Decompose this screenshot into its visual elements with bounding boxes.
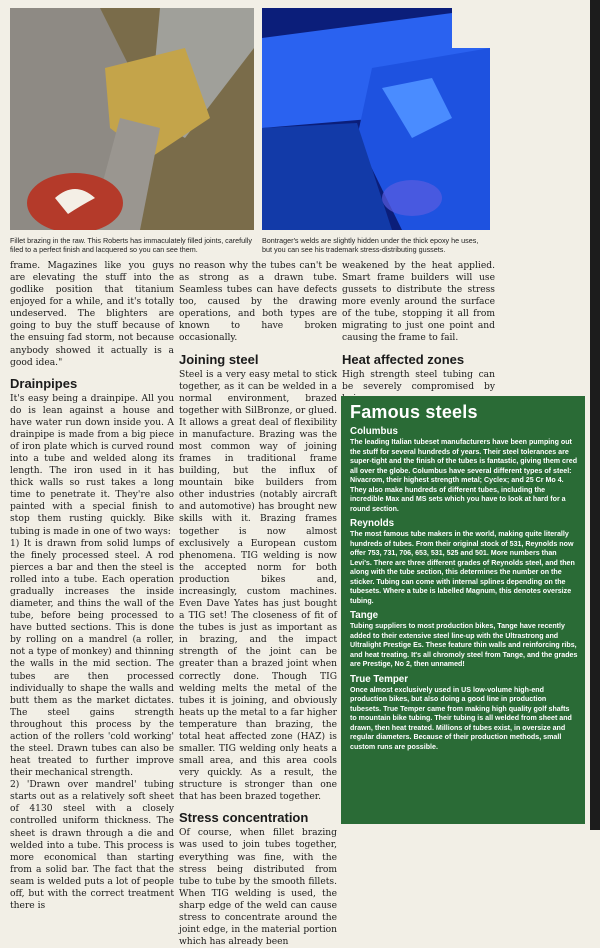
photo-fillet-brazed-frame [10, 8, 254, 230]
true-temper-heading: True Temper [350, 673, 409, 685]
drawn-tube-paragraph: 1) It is drawn from solid lumps of the finely processed steel. A rod pierces a bar and then the steel is rolled into a tube. Each operation gradually increases the inside diameter, and thins the wall of the tube, before being processed to have butted sections. This is done by rolling on a mandrel (a roller, not a type of monkey) and thinning the walls in the mid section. The tubes are then processed individually to shape the walls and butt them as the market dictates. The steel gains strength throughout this process by the action of the rollers 'cold working' the steel. Drawn tubes can also be heat treated to further improve their mechanical strength. [10, 538, 174, 779]
column3-intro-paragraph: weakened by the heat applied. Smart frame builders will use gussets to distribute the stress more evenly around the surface of the tube, stopping it all from migrating to just one point and causing the frame to fail. [342, 261, 495, 344]
column2-intro-paragraph: no reason why the tubes can't be as strong as a drawn tube. Seamless tubes can have defects too, caused by the drawing operations, and both types are known to have broken occasionally. [179, 261, 337, 344]
photo-caption-left: Fillet brazing in the raw. This Roberts has immaculately filled joints, carefully filed to a perfect finish and lacquered so you can see them. [10, 236, 252, 255]
columbus-heading: Columbus [350, 426, 398, 437]
famous-steels-title: Famous steels [350, 402, 478, 422]
mandrel-tube-paragraph: 2) 'Drawn over mandrel' tubing starts out as a relatively soft sheet of 4130 steel with a closely controlled uniform thickness. The sheet is drawn through a die and welded into a tube. This process is more economical than starting from a solid bar. The fact that the seam is welded puts a lot of people off, but with the correct treatment there is [10, 780, 174, 911]
column1-intro-paragraph: frame. Magazines like you guys are elevating the stuff into the godlike position that titanium enjoyed for a while, and it's totally undeserved. The blighters are going to buy the stuff because of the ensuing fad storm, not because anybody showed it actually is a good idea." [10, 261, 174, 368]
tange-heading: Tange [350, 610, 379, 621]
photo-tig-welded-frame [262, 8, 490, 230]
famous-steels-box [341, 396, 585, 824]
tig-welded-gusset-image [262, 8, 490, 230]
stress-concentration-paragraph: Of course, when fillet brazing was used to join tubes together, everything was fine, with the stress being distributed from tube to tube by the smooth fillets. When TIG welding is used, the sharp edge of the weld can cause stress to concentrate around the joint edge, in the material portion which has already been [179, 828, 337, 948]
reynolds-heading: Reynolds [350, 518, 395, 529]
fillet-brazed-joint-image [10, 8, 254, 230]
joining-steel-paragraph: Steel is a very easy metal to stick together, as it can be welded in a normal environment, brazed together with SilBronze, or glued. It allows a great deal of flexibility in manufacture. Brazing was the most common way of joining frames in traditional frame building, but the influx of mountain bike builders from other industries (notably aircraft and automotive) has brought new skills with it. Brazing frames together is now almost exclusively a European custom phenomena. TIG welding is now the accepted norm for both production bikes and, increasingly, custom machines. Even Dave Yates has just bought a TIG set! The closeness of fit of the tubes is just as important as in brazing, and the impact strength of the joint can be greater than a brazed joint when correctly done. Though TIG welding melts the metal of the tubes it is joining, and obviously heats up the metal to a far higher temperature than brazing, the total heat affected zone (HAZ) is smaller. TIG welding only heats a small area, and this area cools very quickly. As a result, the structure is stronger than one that has been brazed together. [179, 369, 337, 803]
joining-steel-heading: Joining steel [179, 351, 259, 367]
true-temper-text: Once almost exclusively used in US low-volume high-end production bikes, but also doing a good line in production tubesets. True Temper came from making high quality golf shafts to mountain bike tubing. Their tubing is all welded from sheet and drawn, then heat treated. Millions of tubes exist, in oversize and regular diameters. Because of their production methods, small custom runs are possible. [350, 685, 572, 751]
article-column-3 [342, 260, 495, 405]
article-column-1 [10, 260, 174, 912]
reynolds-text: The most famous tube makers in the world, making quite literally hundreds of tubes. From their original stock of 531, Reynolds now offer 753, 731, 706, 653, 531, 525 and 501. More numbers than Levi's. There are three different grades of Reynolds steel, and then along with the tube section, this determines the number on the sticker. Tubing can come with internal splines depending on the tubesets. Where a tube is labelled Magnum, this denotes oversize tubing. [350, 530, 575, 605]
columbus-text: The leading Italian tubeset manufacturers have been pumping out the stuff for several hundreds of years. Their steel tolerances are super-tight and the finish of the tubes is fantastic, giving them cred all over the globe. Columbus have several different types of steel: Nivacrom, their highest strength metal; Cyclex; and 25 Cr Mo 4. They also make hundreds of different tubes, including the incredible Max and MS sets which you have to look at hard for a round section. [350, 438, 578, 513]
heat-affected-paragraph: High strength steel tubing can be severely compromised by [342, 369, 495, 392]
drainpipes-paragraph: It's easy being a drainpipe. All you do is lean against a house and have water run down inside you. A drainpipe is made from a big piece of iron plate which is curved round into a tube and welded along its length. The iron used in it has thick walls so rust takes a long time to penetrate it. They're also painted with a special finish to stop them rusting quickly. Bike tubing is made in one of two ways: [10, 393, 174, 537]
article-column-2 [179, 260, 337, 948]
drainpipes-heading: Drainpipes [10, 375, 78, 391]
heat-affected-zones-heading: Heat affected zones [342, 351, 465, 367]
stress-concentration-heading: Stress concentration [179, 810, 309, 826]
tange-text: Tubing suppliers to most production bikes, Tange have recently added to their extensive steel line-up with the Ultrastrong and Ultralight Prestige Es. These feature thin walls and reinforcing ribs, and heat treating. It's all chromoly steel from Tange, and the grades are Prestige, No 2, then unnamed! [350, 622, 578, 668]
photo-caption-right: Bontrager's welds are slightly hidden under the thick epoxy he uses, but you can see his trademark stress-distributing gussets. [262, 236, 479, 255]
page-edge-shadow [590, 0, 600, 830]
